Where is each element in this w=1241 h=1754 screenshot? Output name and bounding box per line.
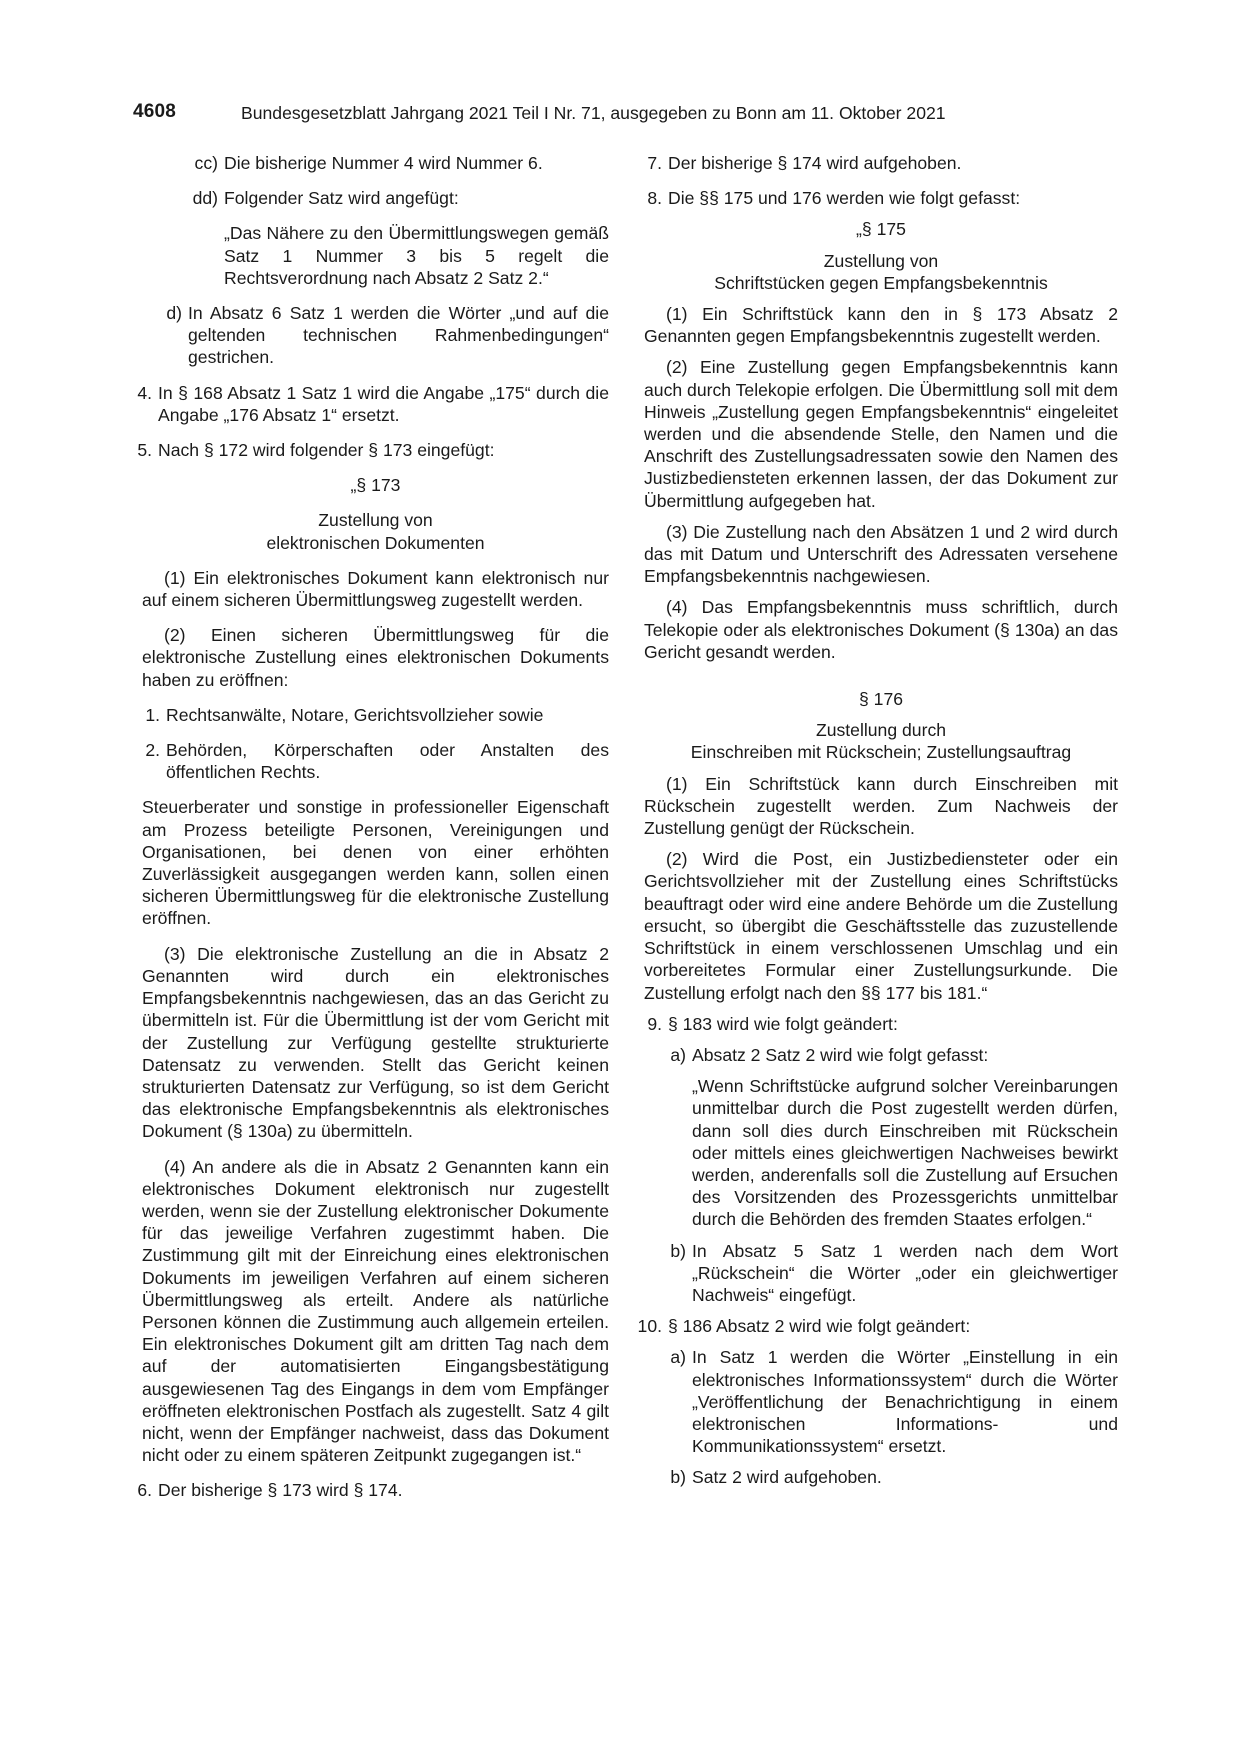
- list-label: 2.: [145, 740, 160, 761]
- list-label: cc): [194, 153, 218, 173]
- section-title-line: elektronischen Dokumenten: [266, 532, 485, 553]
- list-text: § 183 wird wie folgt geändert:: [668, 1013, 898, 1034]
- section-title-line: Einschreiben mit Rückschein; Zustellungsauftrag: [690, 742, 1072, 763]
- list-label: b): [670, 1467, 686, 1488]
- list-text: Behörden, Körperschaften oder Anstalten des öffentlichen Rechts.: [166, 740, 609, 783]
- list-item-cc: [142, 152, 609, 174]
- list-label: dd): [192, 188, 218, 209]
- paragraph: (3) Die elektronische Zustellung an die in Absatz 2 Genannten wird durch ein elektronisches Empfangsbekenntnis nachgewiesen, das an das Gericht zu übermitteln ist. Für die Übermittlung ist der vom Gericht mit der Zustellung zur Verfügung gestellte strukturierte Datensatz zu verwenden. Stellt das Gericht keinen strukturierten Datensatz zur Verfügung, so ist dem Gericht das elektronische Empfangsbekenntnis als elektronisches Dokument (§ 130a) zu übermitteln.: [142, 943, 609, 1142]
- left-column: [137, 152, 609, 1502]
- list-text: Rechtsanwälte, Notare, Gerichtsvollzieher sowie: [166, 704, 544, 725]
- running-header: Bundesgesetzblatt Jahrgang 2021 Teil I Nr. 71, ausgegeben zu Bonn am 11. Oktober 2021: [241, 103, 946, 123]
- list-item: [142, 704, 609, 726]
- paragraph: (1) Ein Schriftstück kann den in § 173 Absatz 2 Genannten gegen Empfangsbekenntnis zugestellt werden.: [644, 304, 1118, 347]
- section-title-line: Zustellung von: [318, 510, 433, 531]
- list-item-dd: [142, 187, 609, 209]
- paragraph: (4) Das Empfangsbekenntnis muss schriftlich, durch Telekopie oder als elektronisches Dokument (§ 130a) an das Gericht gesandt werden.: [644, 597, 1118, 662]
- paragraph: (2) Eine Zustellung gegen Empfangsbekenntnis kann auch durch Telekopie erfolgen. Die Übermittlung soll mit dem Hinweis „Zustellung gegen Empfangsbekenntnis“ eingeleitet werden und die absendende Stelle, den Namen und die Anschrift des Zustellungsadressaten sowie den Namen des Justizbediensteten erkennen lassen, der das Dokument zur Übermittlung aufgegeben hat.: [644, 357, 1118, 511]
- list-item-6: [137, 1479, 609, 1501]
- list-item-d: [142, 302, 609, 369]
- list-item-8: [644, 187, 1118, 209]
- list-text: In § 168 Absatz 1 Satz 1 wird die Angabe „175“ durch die Angabe „176 Absatz 1“ ersetzt.: [158, 382, 609, 425]
- list-label: a): [670, 1347, 686, 1368]
- right-column: [637, 152, 1118, 1489]
- paragraph: (2) Wird die Post, ein Justizbediensteter oder ein Gerichtsvollzieher mit der Zustellung eines Schriftstücks beauftragt oder wird eine andere Behörde um die Zustellung ersucht, so übergibt die Geschäftsstelle das zuzustellende Schriftstück in einem verschlossenen Umschlag und ein vorbereitetes Formular einer Zustellungsurkunde. Die Zustellung erfolgt nach den §§ 177 bis 181.“: [644, 849, 1118, 1003]
- paragraph: (4) An andere als die in Absatz 2 Genannten kann ein elektronisches Dokument elektronisch nur zugestellt werden, wenn sie der Zustellung elektronischer Dokumente für das jeweilige Verfahren zugestimmt haben. Die Zustimmung gilt mit der Einreichung eines elektronischen Dokuments im jeweiligen Verfahren auf einem sicheren Übermittlungsweg als erteilt. Andere als natürliche Personen können die Zustimmung auch allgemein erteilen. Ein elektronisches Dokument gilt am dritten Tag nach dem auf der automatisierten Eingangsbestätigung ausgewiesenen Tag des Eingangs in dem vom Empfänger eröffneten elektronischen Postfach als zugestellt. Satz 4 gilt nicht, wenn der Empfänger nachweist, dass das Dokument nicht oder zu einem späteren Zeitpunkt zugegangen ist.“: [142, 1156, 609, 1466]
- list-item-10: [637, 1315, 1118, 1337]
- quoted-text: „Das Nähere zu den Übermittlungswegen gemäß Satz 1 Nummer 3 bis 5 regelt die Rechtsverordnung nach Absatz 2 Satz 2.“: [224, 223, 609, 288]
- section-title-line: Zustellung von: [823, 250, 939, 271]
- list-item-9: [644, 1013, 1118, 1035]
- list-text: In Satz 1 werden die Wörter „Einstellung in ein elektronisches Informationssystem“ durch die Wörter „Veröffentlichung der Benachrichtigung in einem elektronischen Informations- und Kommunikationssystem“ ersetzt.: [692, 1347, 1118, 1457]
- paragraph: (1) Ein Schriftstück kann durch Einschreiben mit Rückschein zugestellt werden. Zum Nachweis der Zustellung genügt der Rückschein.: [644, 773, 1118, 839]
- list-label: 10.: [637, 1316, 662, 1337]
- list-label: a): [670, 1044, 686, 1065]
- list-item-5: [137, 439, 609, 461]
- list-text: Folgender Satz wird angefügt:: [224, 188, 459, 209]
- list-label: 7.: [647, 153, 662, 173]
- list-label: 5.: [137, 440, 152, 461]
- section-heading: „§ 173: [350, 475, 401, 496]
- paragraph: Steuerberater und sonstige in professioneller Eigenschaft am Prozess beteiligte Personen, Vereinigungen und Organisationen, bei denen von einer erhöhten Zuverlässigkeit ausgegangen werden kann, sollen einen sicheren Übermittlungsweg für die elektronische Zustellung eröffnen.: [142, 797, 609, 929]
- paragraph: (2) Einen sicheren Übermittlungsweg für die elektronische Zustellung eines elektronischen Dokuments haben zu eröffnen:: [142, 625, 609, 690]
- list-text: Der bisherige § 174 wird aufgehoben.: [668, 153, 962, 173]
- quoted-text: „Wenn Schriftstücke aufgrund solcher Vereinbarungen unmittelbar durch die Post zugestellt werden dürfen, dann soll dies durch Einschreiben mit Rückschein oder mittels eines gleichwertigen Nachweises bewirkt werden, anderenfalls soll die Zustellung auf Ersuchen des Vorsitzenden des Prozessgerichts unmittelbar durch die Behörden des fremden Staates erfolgen.“: [692, 1076, 1118, 1230]
- list-text: Der bisherige § 173 wird § 174.: [158, 1480, 403, 1501]
- list-item-9a: [644, 1044, 1118, 1066]
- list-text: In Absatz 6 Satz 1 werden die Wörter „und auf die geltenden technischen Rahmenbedingungen“ gestrichen.: [188, 303, 609, 368]
- page-number: 4608: [133, 101, 177, 122]
- list-item-4: [137, 382, 609, 426]
- list-item-7: [644, 152, 1118, 174]
- paragraph: (1) Ein elektronisches Dokument kann elektronisch nur auf einem sicheren Übermittlungsweg zugestellt werden.: [142, 567, 609, 611]
- list-text: Die §§ 175 und 176 werden wie folgt gefasst:: [668, 188, 1021, 209]
- list-label: d): [166, 303, 182, 324]
- list-label: 4.: [137, 382, 152, 403]
- list-item: [142, 739, 609, 783]
- list-text: § 186 Absatz 2 wird wie folgt geändert:: [668, 1316, 971, 1337]
- section-heading: § 176: [858, 689, 904, 710]
- list-item-9b: [644, 1240, 1118, 1307]
- list-label: 6.: [137, 1480, 152, 1501]
- list-text: Die bisherige Nummer 4 wird Nummer 6.: [224, 153, 543, 173]
- list-text: Nach § 172 wird folgender § 173 eingefügt:: [158, 440, 495, 461]
- list-item-10b: [644, 1466, 1118, 1488]
- section-title-line: Zustellung durch: [815, 720, 947, 741]
- section-title-line: Schriftstücken gegen Empfangsbekenntnis: [714, 272, 1048, 293]
- list-text: Absatz 2 Satz 2 wird wie folgt gefasst:: [692, 1044, 989, 1065]
- list-label: b): [670, 1240, 686, 1261]
- list-item-10a: [644, 1346, 1118, 1457]
- list-text: Satz 2 wird aufgehoben.: [692, 1467, 882, 1488]
- paragraph: (3) Die Zustellung nach den Absätzen 1 und 2 wird durch das mit Datum und Unterschrift des Adressaten versehene Empfangsbekenntnis nachgewiesen.: [644, 521, 1118, 587]
- list-text: In Absatz 5 Satz 1 werden nach dem Wort „Rückschein“ die Wörter „oder ein gleichwertiger Nachweis“ eingefügt.: [692, 1240, 1118, 1305]
- section-heading: „§ 175: [856, 219, 906, 240]
- list-label: 1.: [145, 704, 160, 725]
- list-label: 9.: [647, 1013, 662, 1034]
- list-label: 8.: [647, 188, 662, 209]
